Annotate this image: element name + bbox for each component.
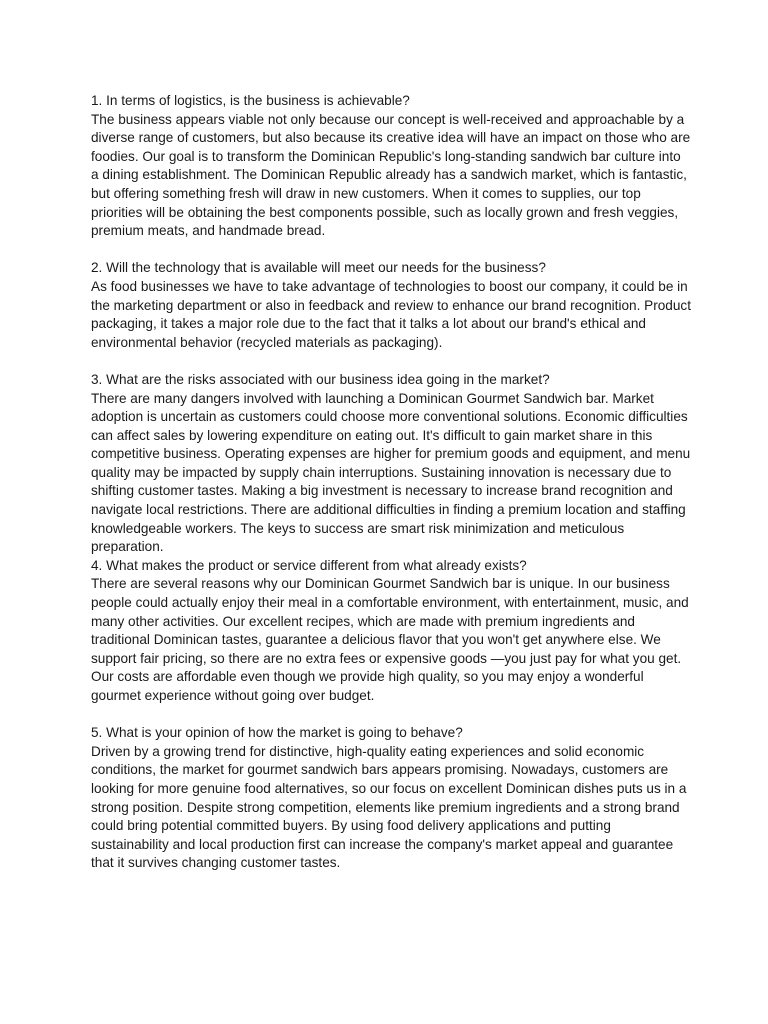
document-body [91, 92, 691, 873]
answer-2: As food businesses we have to take advantage of technologies to boost our company, it could be in the marketing department or also in feedback and review to enhance our brand recognition. Product packaging, it takes a major role due to the fact that it talks a lot about our brand's ethical and environmental behavior (recycled materials as packaging). [91, 278, 691, 350]
question-2: 2. Will the technology that is available will meet our needs for the business? [91, 260, 546, 276]
question-3: 3. What are the risks associated with our business idea going in the market? [91, 371, 550, 387]
question-1: 1. In terms of logistics, is the business is achievable? [91, 93, 410, 108]
section-risks [91, 371, 691, 557]
question-4: 4. What makes the product or service different from what already exists? [91, 557, 527, 573]
answer-1: The business appears viable not only because our concept is well-received and approachable by a diverse range of customers, but also because its creative idea will have an impact on those who are foodies. Our goal is to transform the Dominican Republic's long-standing sandwich bar culture into a dining establishment. The Dominican Republic already has a sandwich market, which is fantastic, but offering something fresh will draw in new customers. When it comes to supplies, our top priorities will be obtaining the best components possible, such as locally grown and fresh veggies, premium meats, and handmade bread. [91, 111, 691, 239]
section-differentiation [91, 557, 691, 706]
section-technology [91, 259, 691, 352]
answer-5: Driven by a growing trend for distinctive, high-quality eating experiences and solid economic conditions, the market for gourmet sandwich bars appears promising. Nowadays, customers are looking for more genuine food alternatives, so our focus on excellent Dominican dishes puts us in a strong position. Despite strong competition, elements like premium ingredients and a strong brand could bring potential committed buyers. By using food delivery applications and putting sustainability and local production first can increase the company's market appeal and guarantee that it survives changing customer tastes. [91, 743, 687, 871]
section-logistics [91, 92, 691, 241]
section-market-outlook [91, 724, 691, 873]
answer-3: There are many dangers involved with launching a Dominican Gourmet Sandwich bar. Market adoption is uncertain as customers could choose more conventional solutions. Economic difficulties can affect sales by lowering expenditure on eating out. It's difficult to gain market share in this competitive business. Operating expenses are higher for premium goods and equipment, and menu quality may be impacted by supply chain interruptions. Sustaining innovation is necessary due to shifting customer tastes. Making a big investment is necessary to increase brand recognition and navigate local restrictions. There are additional difficulties in finding a premium location and staffing knowledgeable workers. The keys to success are smart risk minimization and meticulous preparation. [91, 390, 691, 555]
answer-4: There are several reasons why our Dominican Gourmet Sandwich bar is unique. In our business people could actually enjoy their meal in a comfortable environment, with entertainment, music, and many other activities. Our excellent recipes, which are made with premium ingredients and traditional Dominican tastes, guarantee a delicious flavor that you won't get anywhere else. We support fair pricing, so there are no extra fees or expensive goods —you just pay for what you get. Our costs are affordable even though we provide high quality, so you may enjoy a wonderful gourmet experience without going over budget. [91, 576, 689, 703]
question-5: 5. What is your opinion of how the market is going to behave? [91, 725, 463, 741]
